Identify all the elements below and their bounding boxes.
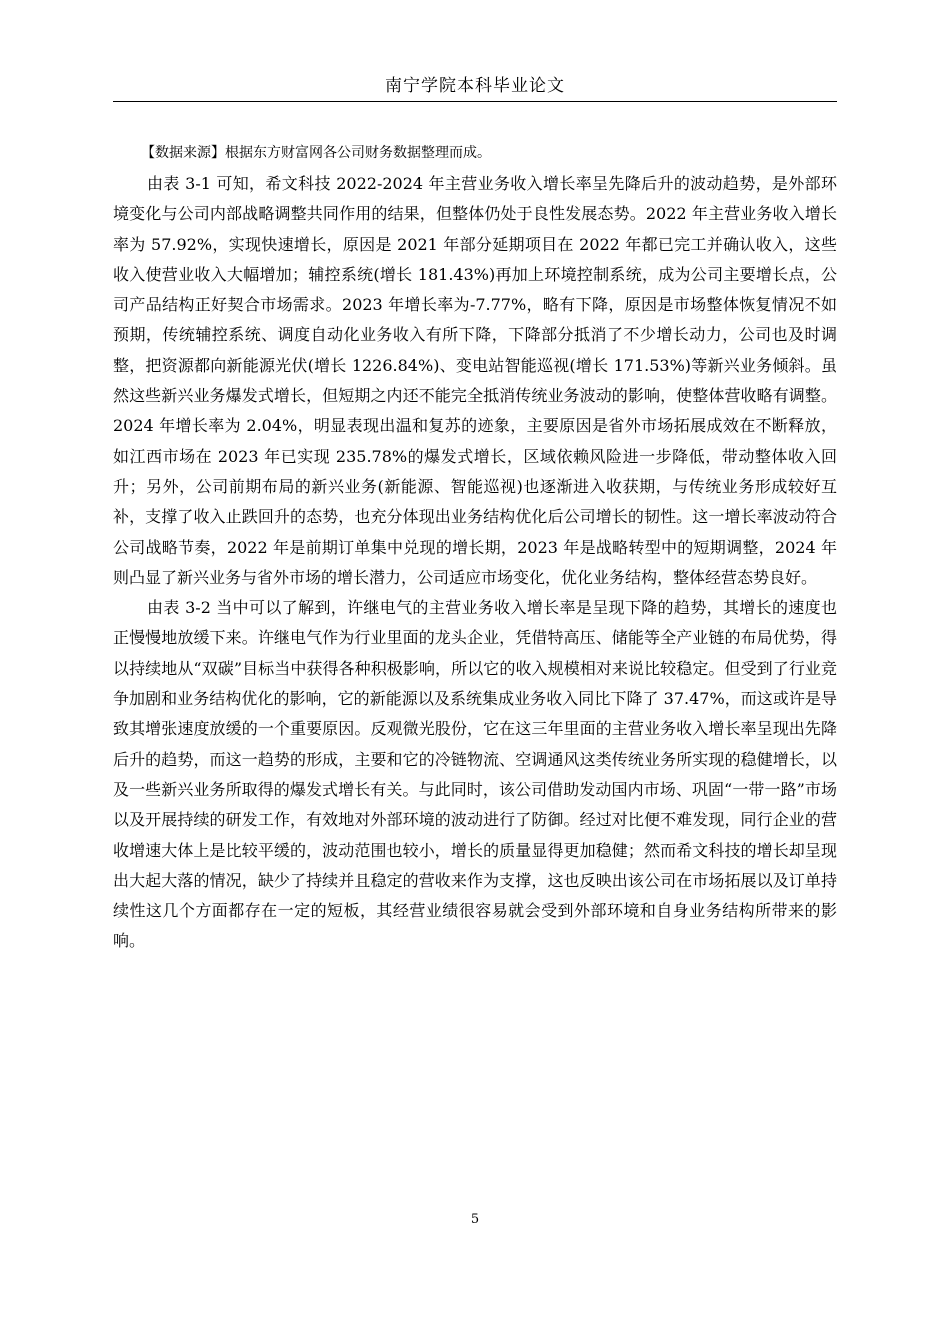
data-source-note: 【数据来源】根据东方财富网各公司财务数据整理而成。 bbox=[141, 145, 491, 161]
page-number: 5 bbox=[470, 1212, 480, 1227]
body-content bbox=[113, 141, 837, 957]
running-header: 南宁学院本科毕业论文 bbox=[385, 76, 565, 96]
paragraph-2: 由表 3-2 当中可以了解到，许继电气的主营业务收入增长率是呈现下降的趋势，其增长的速度也正慢慢地放缓下来。许继电气作为行业里面的龙头企业，凭借特高压、储能等全产业链的布局优势，得以持续地从“双碳”目标当中获得各种积极影响，所以它的收入规模相对来说比较稳定。但受到了行业竞争加剧和业务结构优化的影响，它的新能源以及系统集成业务收入同比下降了 37.47%，而这或许是导致其增张速度放缓的一个重要原因。反观微光股份，它在这三年里面的主营业务收入增长率呈现出先降后升的趋势，而这一趋势的形成，主要和它的冷链物流、空调通风这类传统业务所实现的稳健增长，以及一些新兴业务所取得的爆发式增长有关。与此同时，该公司借助发动国内市场、巩固“一带一路”市场以及开展持续的研发工作，有效地对外部环境的波动进行了防御。经过对比便不难发现，同行企业的营收增速大体上是比较平缓的，波动范围也较小，增长的质量显得更加稳健；然而希文科技的增长却呈现出大起大落的情况，缺少了持续并且稳定的营收来作为支撑，这也反映出该公司在市场拓展以及订单持续性这几个方面都存在一定的短板，其经营业绩很容易就会受到外部环境和自身业务结构所带来的影响。 bbox=[113, 598, 837, 951]
header-divider bbox=[113, 101, 837, 102]
paragraph-1: 由表 3-1 可知，希文科技 2022-2024 年主营业务收入增长率呈先降后升的波动趋势，是外部环境变化与公司内部战略调整共同作用的结果，但整体仍处于良性发展态势。2022 年主营业务收入增长率为 57.92%，实现快速增长，原因是 2021 年部分延期项目在 2022 年都已完工并确认收入，这些收入使营业收入大幅增加；辅控系统(增长 181.43%)再加上环境控制系统，成为公司主要增长点，公司产品结构正好契合市场需求。2023 年增长率为-7.77%，略有下降，原因是市场整体恢复情况不如预期，传统辅控系统、调度自动化业务收入有所下降，下降部分抵消了不少增长动力，公司也及时调整，把资源都向新能源光伏(增长 1226.84%)、变电站智能巡视(增长 171.53%)等新兴业务倾斜。虽然这些新兴业务爆发式增长，但短期之内还不能完全抵消传统业务波动的影响，使整体营收略有调整。2024 年增长率为 2.04%，明显表现出温和复苏的迹象，主要原因是省外市场拓展成效在不断释放，如江西市场在 2023 年已实现 235.78%的爆发式增长，区域依赖风险进一步降低，带动整体收入回升；另外，公司前期布局的新兴业务(新能源、智能巡视)也逐渐进入收获期，与传统业务形成较好互补，支撑了收入止跌回升的态势，也充分体现出业务结构优化后公司增长的韧性。这一增长率波动符合公司战略节奏，2022 年是前期订单集中兑现的增长期，2023 年是战略转型中的短期调整，2024 年则凸显了新兴业务与省外市场的增长潜力，公司适应市场变化，优化业务结构，整体经营态势良好。 bbox=[113, 174, 837, 587]
